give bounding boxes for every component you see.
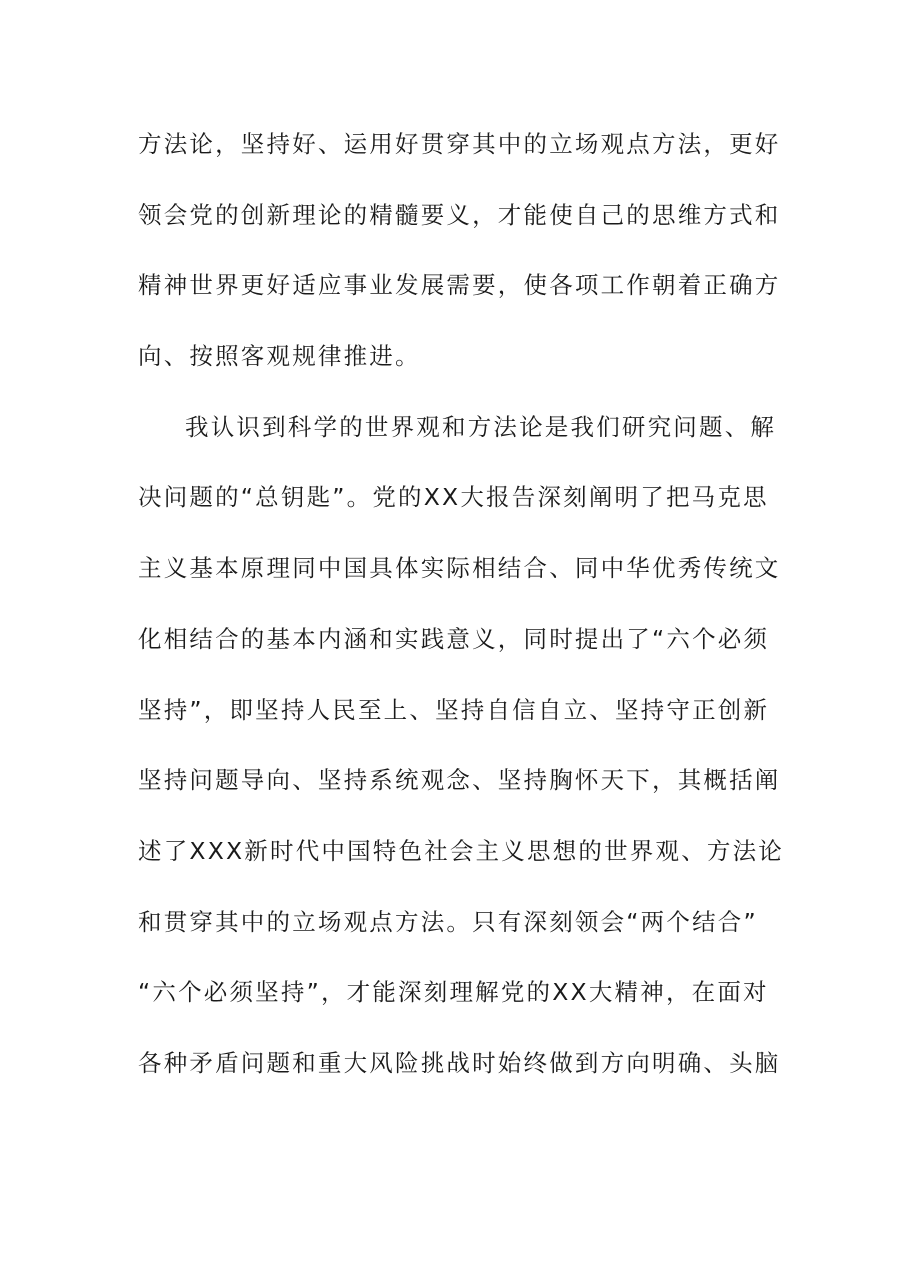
text-line: 决问题的“总钥匙”。党的XX大报告深刻阐明了把马克思 xyxy=(138,483,769,512)
text-line: 向、按照客观规律推进。 xyxy=(138,342,421,371)
body-text xyxy=(138,118,784,1108)
text-line: 领会党的创新理论的精髓要义，才能使自己的思维方式和 xyxy=(138,200,781,229)
text-line: 坚持问题导向、坚持系统观念、坚持胸怀天下，其概括阐 xyxy=(138,766,781,795)
text-line: 坚持”，即坚持人民至上、坚持自信自立、坚持守正创新 xyxy=(138,695,770,724)
text-line: 主义基本原理同中国具体实际相结合、同中华优秀传统文 xyxy=(138,554,781,583)
text-line: 述了XXX新时代中国特色社会主义思想的世界观、方法论 xyxy=(138,836,784,865)
text-line: “六个必须坚持”，才能深刻理解党的XX大精神，在面对 xyxy=(138,978,769,1007)
text-line: 化相结合的基本内涵和实践意义，同时提出了“六个必须 xyxy=(138,624,770,653)
text-line: 精神世界更好适应事业发展需要，使各项工作朝着正确方 xyxy=(138,271,781,300)
text-line: 方法论，坚持好、运用好贯穿其中的立场观点方法，更好 xyxy=(138,130,781,158)
text-line: 和贯穿其中的立场观点方法。只有深刻领会“两个结合” xyxy=(138,907,758,936)
text-line: 各种矛盾问题和重大风险挑战时始终做到方向明确、头脑 xyxy=(138,1048,781,1077)
paragraph-first-line: 我认识到科学的世界观和方法论是我们研究问题、解 xyxy=(185,412,777,441)
